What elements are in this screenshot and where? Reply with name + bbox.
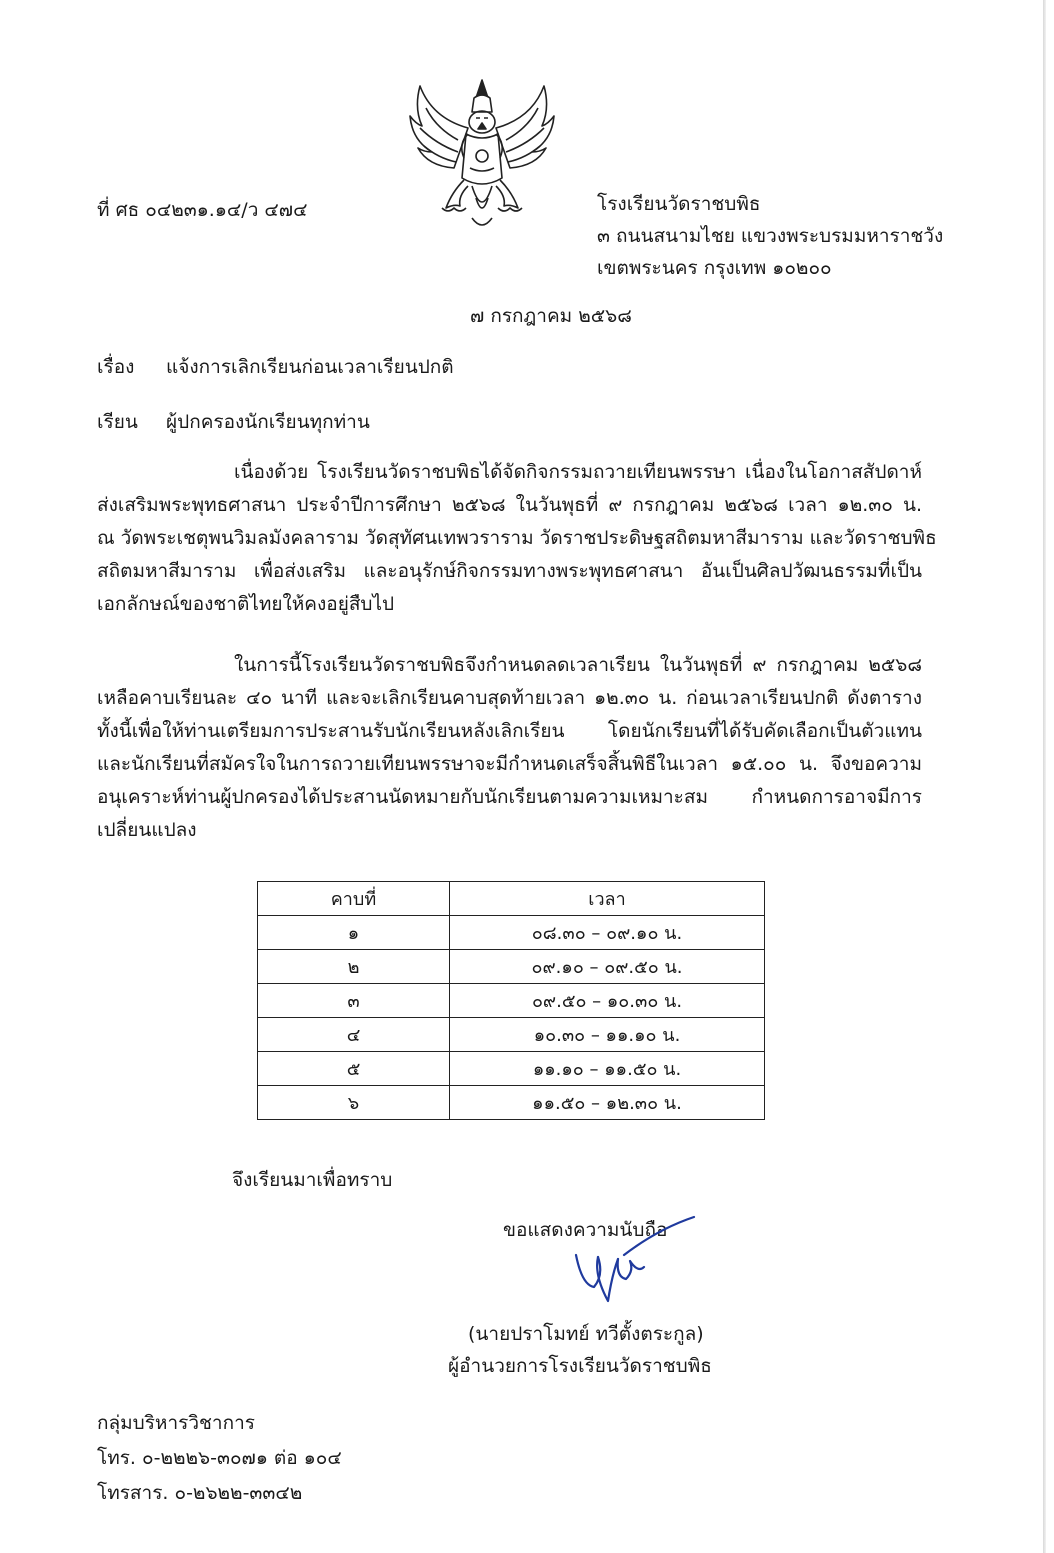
time-cell: ๑๐.๓๐ – ๑๑.๑๐ น. <box>450 1018 765 1052</box>
time-cell: ๑๑.๑๐ – ๑๑.๕๐ น. <box>450 1052 765 1086</box>
time-cell: ๐๘.๓๐ – ๐๙.๑๐ น. <box>450 916 765 950</box>
period-cell: ๔ <box>258 1018 450 1052</box>
table-row <box>258 1018 765 1052</box>
table-row <box>258 984 765 1018</box>
paragraph-line: ณ วัดพระเชตุพนวิมลมังคลาราม วัดสุทัศนเทพวราราม วัดราชประดิษฐสถิตมหาสีมาราม และวัดราชบพิธ <box>97 527 937 549</box>
body-paragraph-1 <box>97 456 937 621</box>
table-header-row <box>258 882 765 916</box>
paragraph-line: เหลือคาบเรียนละ ๔๐ นาที และจะเลิกเรียนคาบสุดท้ายเวลา ๑๒.๓๐ น. ก่อนเวลาเรียนปกติ ดังตาราง <box>97 687 922 709</box>
garuda-emblem <box>402 68 562 238</box>
table-row <box>258 1052 765 1086</box>
period-cell: ๓ <box>258 984 450 1018</box>
telephone-number: โทร. ๐-๒๒๒๖-๓๐๗๑ ต่อ ๑๐๔ <box>97 1447 342 1469</box>
table-row <box>258 1086 765 1120</box>
handwritten-signature <box>568 1215 698 1305</box>
school-address-city: เขตพระนคร กรุงเทพ ๑๐๒๐๐ <box>597 257 832 279</box>
paragraph-line: อนุเคราะห์ท่านผู้ปกครองได้ประสานนัดหมายกับนักเรียนตามความเหมาะสม กำหนดการอาจมีการ <box>97 786 922 808</box>
paragraph-line: สถิตมหาสีมาราม เพื่อส่งเสริม และอนุรักษ์กิจกรรมทางพระพุทธศาสนา อันเป็นศิลปวัฒนธรรมที่เป็น <box>97 560 922 582</box>
fax-number: โทรสาร. ๐-๒๖๒๒-๓๓๔๒ <box>97 1482 303 1504</box>
signatory-position: ผู้อำนวยการโรงเรียนวัดราชบพิธ <box>448 1355 712 1377</box>
school-address-street: ๓ ถนนสนามไชย แขวงพระบรมมหาราชวัง <box>597 225 944 247</box>
paragraph-line: ส่งเสริมพระพุทธศาสนา ประจำปีการศึกษา ๒๕๖๘ ในวันพุธที่ ๙ กรกฎาคม ๒๕๖๘ เวลา ๑๒.๓๐ น. <box>97 494 922 516</box>
column-header-period: คาบที่ <box>258 882 450 916</box>
paragraph-line: ในการนี้โรงเรียนวัดราชบพิธจึงกำหนดลดเวลาเรียน ในวันพุธที่ ๙ กรกฎาคม ๒๕๖๘ <box>234 654 922 676</box>
period-cell: ๖ <box>258 1086 450 1120</box>
paragraph-line: และนักเรียนที่สมัครใจในการถวายเทียนพรรษาจะมีกำหนดเสร็จสิ้นพิธีในเวลา ๑๕.๐๐ น. จึงขอความ <box>97 753 922 775</box>
column-header-time: เวลา <box>450 882 765 916</box>
subject-label: เรื่อง <box>97 356 135 378</box>
closing-line: จึงเรียนมาเพื่อทราบ <box>232 1169 393 1191</box>
addressee-label: เรียน <box>97 411 138 433</box>
table-row <box>258 950 765 984</box>
time-cell: ๑๑.๕๐ – ๑๒.๓๐ น. <box>450 1086 765 1120</box>
period-schedule-table <box>257 881 765 1120</box>
department-name: กลุ่มบริหารวิชาการ <box>97 1412 255 1434</box>
signatory-name: (นายปราโมทย์ ทวีตั้งตระกูล) <box>468 1323 704 1345</box>
time-cell: ๐๙.๕๐ – ๑๐.๓๐ น. <box>450 984 765 1018</box>
reference-number: ที่ ศธ ๐๔๒๓๑.๑๔/ว ๔๗๔ <box>97 199 308 221</box>
period-cell: ๒ <box>258 950 450 984</box>
table-row <box>258 916 765 950</box>
school-name: โรงเรียนวัดราชบพิธ <box>597 193 761 215</box>
regards-line: ขอแสดงความนับถือ <box>503 1219 668 1241</box>
time-cell: ๐๙.๑๐ – ๐๙.๕๐ น. <box>450 950 765 984</box>
paragraph-line: เนื่องด้วย โรงเรียนวัดราชบพิธได้จัดกิจกรรมถวายเทียนพรรษา เนื่องในโอกาสสัปดาห์ <box>234 461 922 483</box>
paragraph-line: ทั้งนี้เพื่อให้ท่านเตรียมการประสานรับนักเรียนหลังเลิกเรียน โดยนักเรียนที่ได้รับคัดเลือกเป็นตัวแทน <box>97 720 922 742</box>
period-cell: ๑ <box>258 916 450 950</box>
paragraph-line: เปลี่ยนแปลง <box>97 819 197 841</box>
page-edge-shadow <box>1043 0 1046 1553</box>
period-cell: ๕ <box>258 1052 450 1086</box>
addressee-text: ผู้ปกครองนักเรียนทุกท่าน <box>166 411 370 433</box>
subject-text: แจ้งการเลิกเรียนก่อนเวลาเรียนปกติ <box>166 356 454 378</box>
paragraph-line: เอกลักษณ์ของชาติไทยให้คงอยู่สืบไป <box>97 593 395 615</box>
letter-date: ๗ กรกฎาคม ๒๕๖๘ <box>470 305 632 327</box>
body-paragraph-2 <box>97 649 922 847</box>
